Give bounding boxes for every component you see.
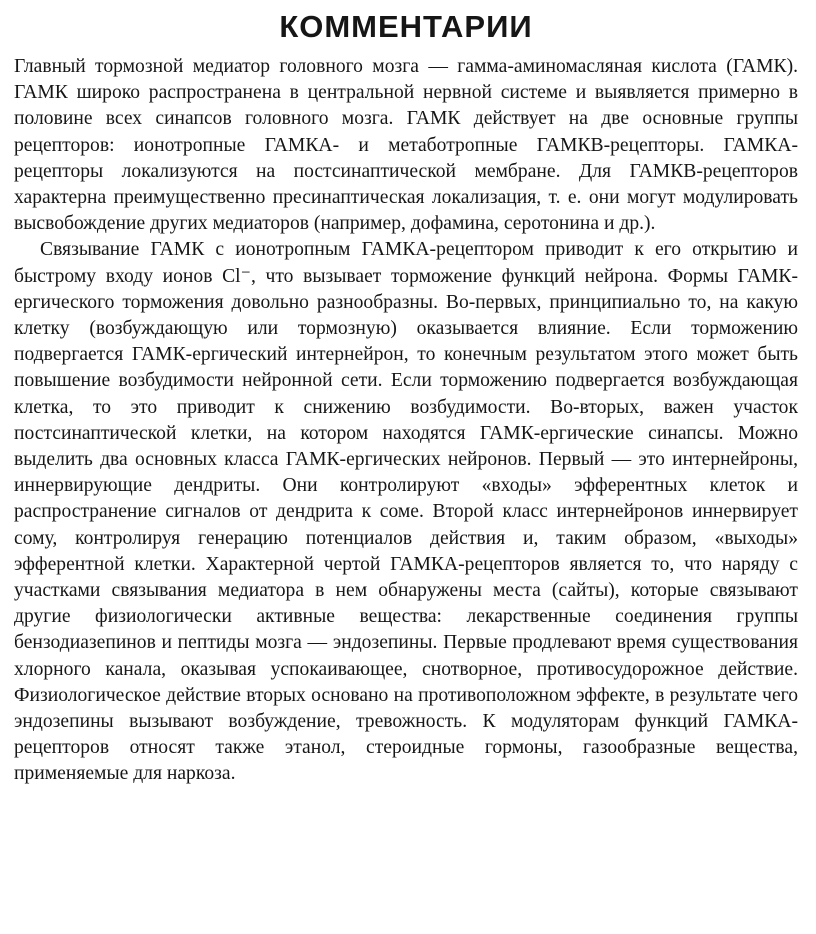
- paragraph-1: Главный тормозной медиатор головного мозга — гамма-аминомасляная кислота (ГАМК). ГАМК широко распространена в центральной нервной системе и выявляется примерно в половине всех синапсов головного мозга. ГАМК действует на две основные группы рецепторов: ионотропные ГАМКА- и метаботропные ГАМКB-рецепторы. ГАМКА-рецепторы локализуются на постсинаптической мембране. Для ГАМКB-рецепторов характерна преимущественно пресинаптическая локализация, т. е. они могут модулировать высвобождение других медиаторов (например, дофамина, серотонина и др.).: [14, 56, 798, 235]
- paragraph-2: Связывание ГАМК с ионотропным ГАМКА-рецептором приводит к его открытию и быстрому входу ионов Cl⁻, что вызывает торможение функций нейрона. Формы ГАМК-ергического торможения довольно разнообразны. Во-первых, принципиально то, на какую клетку (возбуждающую или тормозную) оказывается влияние. Если торможению подвергается ГАМК-ергический интернейрон, то конечным результатом этого может быть повышение возбудимости нейронной сети. Если торможению подвергается возбуждающая клетка, то это приводит к снижению возбудимости. Во-вторых, важен участок постсинаптической клетки, на котором находятся ГАМК-ергические синапсы. Можно выделить два основных класса ГАМК-ергических нейронов. Первый — это интернейроны, иннервирующие дендриты. Они контролируют «входы» эфферентных клеток и распространение сигналов от дендрита к соме. Второй класс интернейронов иннервирует сому, контролируя генерацию потенциалов действия и, таким образом, «выходы» эфферентной клетки. Характерной чертой ГАМКА-рецепторов является то, что наряду с участками связывания медиатора в нем обнаружены места (сайты), которые связывают другие физиологически активные вещества: лекарственные соединения группы бензодиазепинов и пептиды мозга — эндозепины. Первые продлевают время существования хлорного канала, оказывая успокаивающее, снотворное, противосудорожное действие. Физиологическое действие вторых основано на противоположном эффекте, в результате чего эндозепины вызывают возбуждение, тревожность. К модуляторам функций ГАМКА-рецепторов относят также этанол, стероидные гормоны, газообразные вещества, применяемые для наркоза.: [14, 239, 798, 785]
- page-title: КОММЕНТАРИИ: [279, 9, 533, 44]
